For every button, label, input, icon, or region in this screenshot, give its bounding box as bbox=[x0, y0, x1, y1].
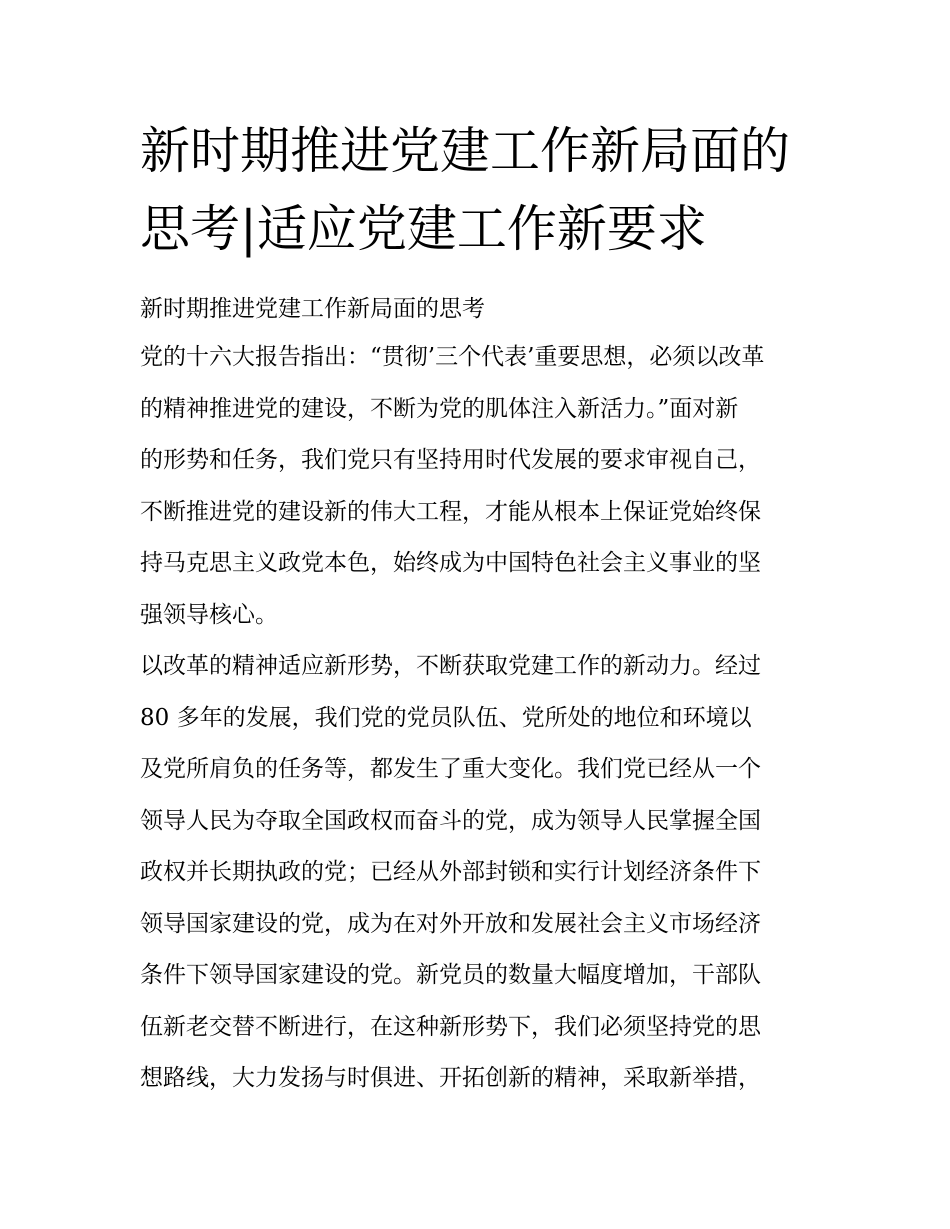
text-line: 持马克思主义政党本色，始终成为中国特色社会主义事业的坚 bbox=[140, 550, 761, 576]
text-line: 的精神推进党的建设，不断为党的肌体注入新活力。”面对新 bbox=[140, 395, 739, 422]
document-subtitle: 新时期推进党建工作新局面的思考 bbox=[140, 296, 485, 322]
text-line: 想路线，大力发扬与时俱进、开拓创新的精神，采取新举措， bbox=[140, 1065, 761, 1091]
text-line: 不断推进党的建设新的伟大工程，才能从根本上保证党始终保 bbox=[140, 498, 761, 525]
text-line: 以改革的精神适应新形势，不断获取党建工作的新动力。经过 bbox=[140, 653, 761, 679]
title-line-1: 新时期推进党建工作新局面的 bbox=[140, 122, 790, 180]
text-line: 及党所肩负的任务等，都发生了重大变化。我们党已经从一个 bbox=[140, 756, 761, 782]
paragraph-1 bbox=[140, 332, 812, 641]
title-line-2: 思考|适应党建工作新要求 bbox=[140, 200, 707, 258]
text-line: 伍新老交替不断进行，在这种新形势下，我们必须坚持党的思 bbox=[140, 1013, 761, 1040]
text-line: 条件下领导国家建设的党。新党员的数量大幅度增加，干部队 bbox=[140, 962, 761, 988]
text-line: 领导国家建设的党，成为在对外开放和发展社会主义市场经济 bbox=[140, 910, 761, 937]
document-page bbox=[140, 112, 812, 1105]
paragraph-2 bbox=[140, 641, 812, 1105]
text-line: 的形势和任务，我们党只有坚持用时代发展的要求审视自己， bbox=[140, 447, 761, 473]
text-line: 党的十六大报告指出：“贯彻’三个代表’重要思想，必须以改革 bbox=[140, 344, 765, 370]
document-title bbox=[140, 112, 812, 268]
text-line: 80 多年的发展，我们党的党员队伍、党所处的地位和环境以 bbox=[140, 704, 752, 731]
text-line: 政权并长期执政的党；已经从外部封锁和实行计划经济条件下 bbox=[140, 859, 761, 885]
text-line: 强领导核心。 bbox=[140, 601, 278, 628]
text-line: 领导人民为夺取全国政权而奋斗的党，成为领导人民掌握全国 bbox=[140, 807, 761, 834]
